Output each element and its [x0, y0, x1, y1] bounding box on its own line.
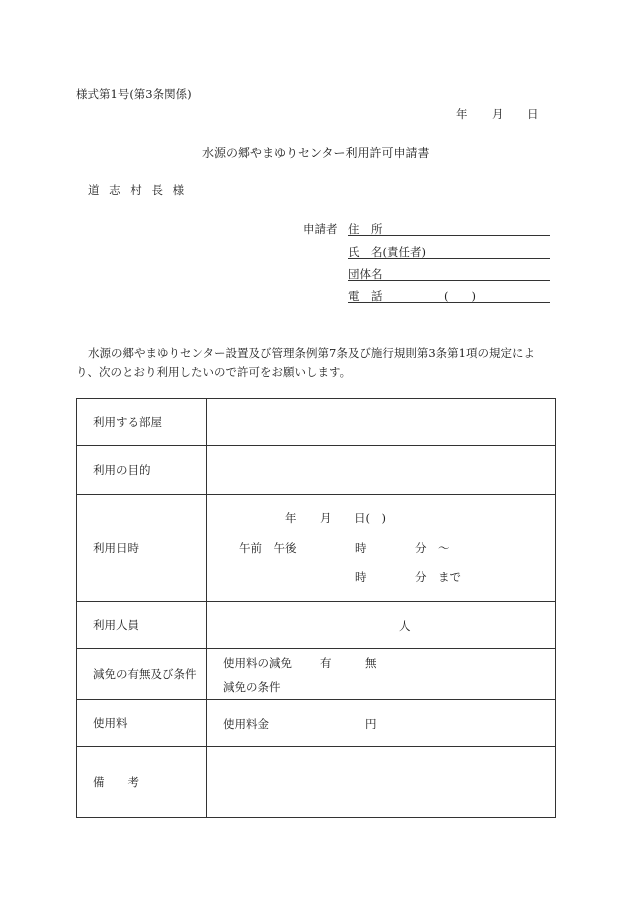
purpose-input[interactable]	[207, 446, 556, 495]
datetime-input[interactable]	[207, 495, 556, 602]
row-people	[77, 602, 556, 649]
phone-parens: ( )	[444, 289, 476, 303]
datetime-label: 利用日時	[77, 495, 207, 602]
name-label: 氏 名(責任者)	[348, 245, 426, 259]
application-table	[76, 398, 556, 818]
form-number: 様式第1号(第3条関係)	[76, 87, 192, 101]
fee-amount-label: 使用料金	[223, 717, 269, 731]
row-room	[77, 399, 556, 446]
address-field[interactable]	[348, 221, 550, 236]
fee-label: 使用料	[77, 700, 207, 747]
address-label: 住 所	[348, 222, 383, 236]
people-label: 利用人員	[77, 602, 207, 649]
fee-input[interactable]	[207, 700, 556, 747]
row-exemption	[77, 649, 556, 700]
phone-field[interactable]	[348, 288, 550, 303]
name-field[interactable]	[348, 244, 550, 259]
exemption-conditions-label: 減免の条件	[223, 680, 281, 694]
exemption-input[interactable]	[207, 649, 556, 700]
people-unit: 人	[399, 619, 411, 633]
body-text-line1: 水源の郷やまゆりセンター設置及び管理条例第7条及び施行規則第3条第1項の規定によ	[88, 346, 535, 360]
exemption-label: 減免の有無及び条件	[77, 649, 207, 700]
group-label: 団体名	[348, 267, 383, 281]
room-label: 利用する部屋	[77, 399, 207, 446]
remarks-input[interactable]	[207, 747, 556, 818]
group-field[interactable]	[348, 266, 550, 281]
datetime-month: 月	[320, 511, 332, 525]
datetime-day: 日( )	[354, 511, 386, 525]
date-day-label: 日	[527, 107, 539, 121]
form-title: 水源の郷やまゆりセンター利用許可申請書	[202, 146, 430, 160]
exemption-no[interactable]: 無	[365, 656, 377, 670]
row-purpose	[77, 446, 556, 495]
fee-unit: 円	[365, 717, 377, 731]
row-fee	[77, 700, 556, 747]
datetime-start-hour: 時	[355, 541, 367, 555]
exemption-yes[interactable]: 有	[320, 656, 332, 670]
remarks-label: 備 考	[77, 747, 207, 818]
addressee: 道 志 村 長 様	[88, 183, 188, 197]
date-year-label: 年	[456, 107, 468, 121]
applicant-label: 申請者	[303, 222, 338, 236]
phone-label: 電 話	[348, 289, 383, 303]
purpose-label: 利用の目的	[77, 446, 207, 495]
datetime-start-minute: 分 ～	[415, 541, 450, 555]
date-month-label: 月	[492, 107, 504, 121]
row-datetime	[77, 495, 556, 602]
datetime-end-hour: 時	[355, 570, 367, 584]
row-remarks	[77, 747, 556, 818]
room-input[interactable]	[207, 399, 556, 446]
datetime-end-minute: 分 まで	[415, 570, 461, 584]
people-input[interactable]	[207, 602, 556, 649]
datetime-year: 年	[285, 511, 297, 525]
fee-exemption-label: 使用料の減免	[223, 656, 292, 670]
datetime-am-pm: 午前 午後	[239, 541, 297, 555]
body-text-line2: り、次のとおり利用したいので許可をお願いします。	[76, 365, 352, 379]
